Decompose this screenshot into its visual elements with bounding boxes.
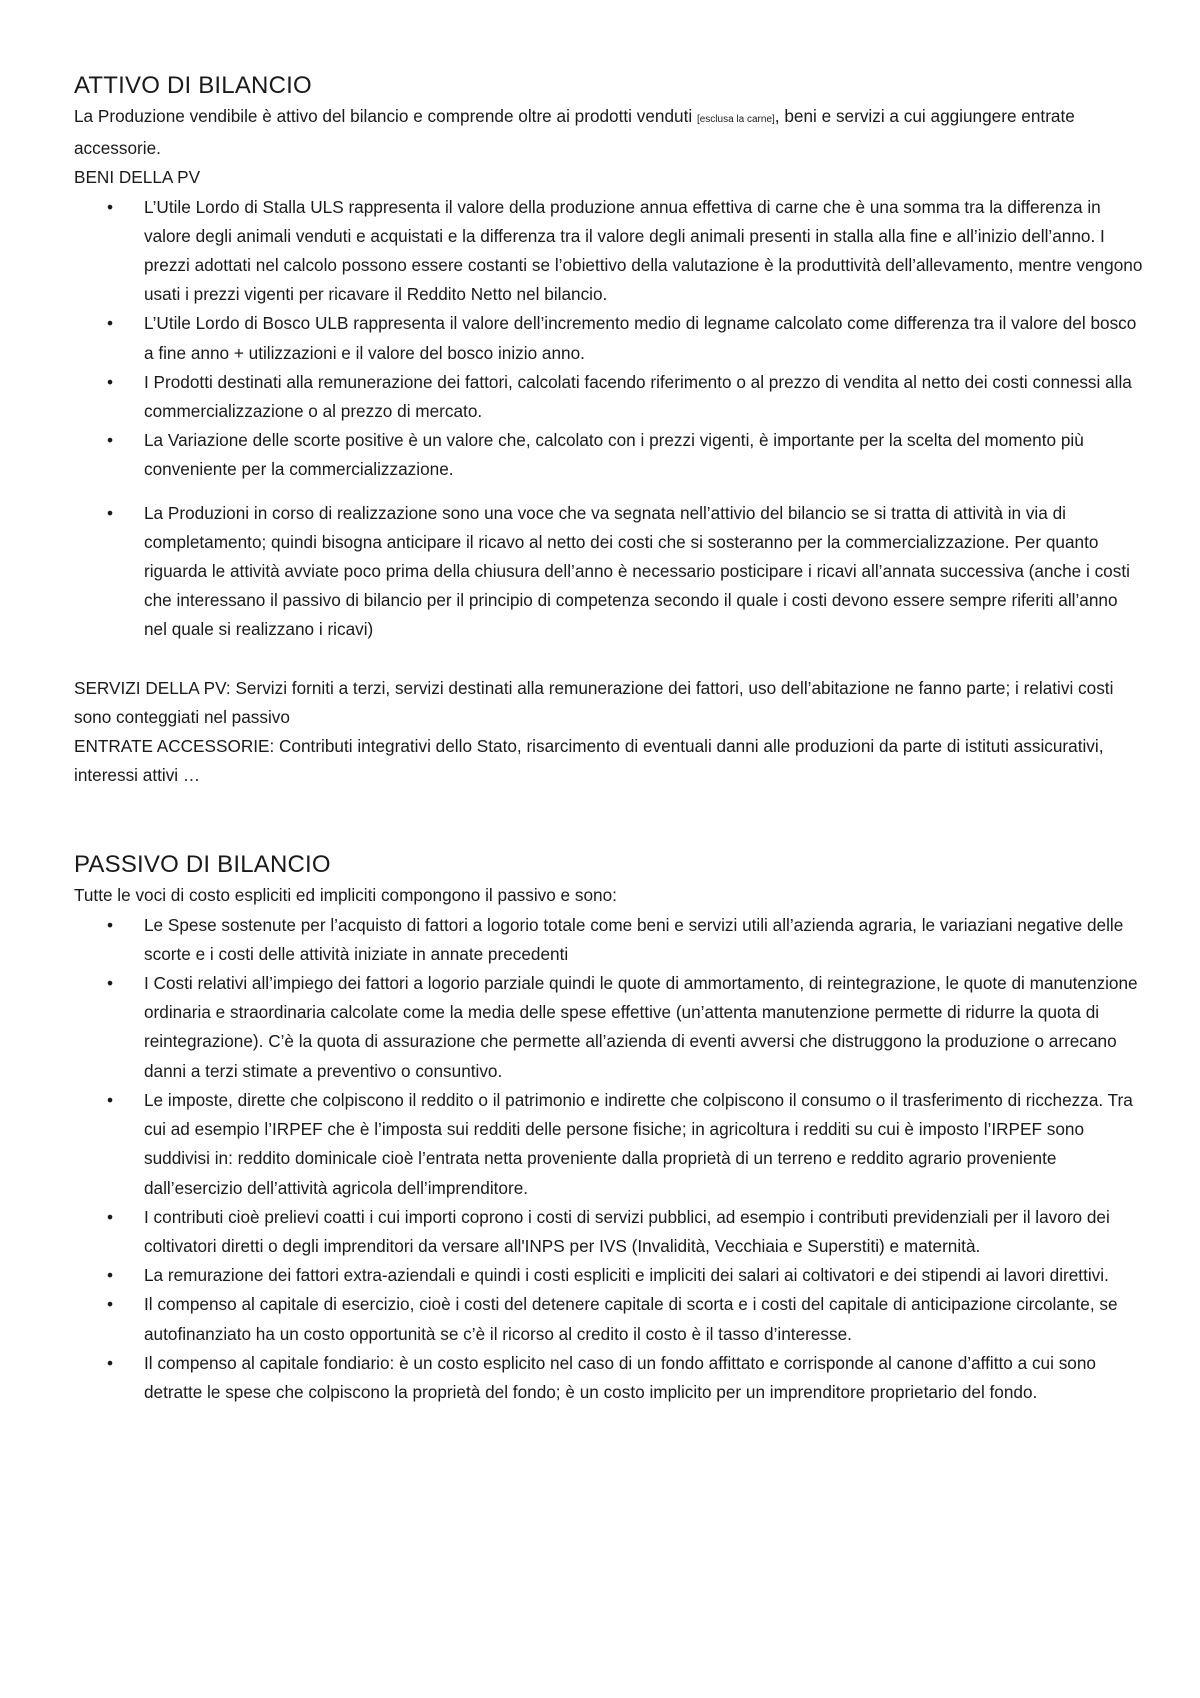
list-item: • L’Utile Lordo di Stalla ULS rappresenta il valore della produzione annua effettiva di carne che è una somma tra la differenza in valore degli animali venduti e acquistati e la differenza tra il valore degli animali presenti in stalla alla fine e all’inizio dell’anno. I prezzi adottati nel calcolo possono essere costanti se l’obiettivo della valutazione è la produttività dell’allevamento, mentre vengono usati i prezzi vigenti per ricavare il Reddito Netto nel bilancio. [74,193,1144,310]
list-item: • Le Spese sostenute per l’acquisto di fattori a logorio totale come beni e servizi utili all’azienda agraria, le variaziani negative delle scorte e i costi delle attività iniziate in annate precedenti [74,911,1144,969]
attivo-intro-after: , beni e servizi a cui aggiungere entrate accessorie. [74,106,1075,159]
list-item: • La Variazione delle scorte positive è un valore che, calcolato con i prezzi vigenti, è importante per la scelta del momento più conveniente per la commercializzazione. [74,426,1144,484]
attivo-intro-note: [esclusa la carne] [696,114,775,125]
list-item: • Il compenso al capitale fondiario: è un costo esplicito nel caso di un fondo affittato e corrisponde al canone d’affitto a cui sono detratte le spese che colpiscono la proprietà del fondo; è un costo implicito per un imprenditore proprietario del fondo. [74,1349,1144,1407]
passivo-intro: Tutte le voci di costo espliciti ed impliciti compongono il passivo e sono: [74,885,617,906]
list-item: • I Costi relativi all’impiego dei fattori a logorio parziale quindi le quote di ammortamento, di reintegrazione, le quote di manutenzione ordinaria e straordinaria calcolate come la media delle spese effettive (un’attenta manutenzione permette di ridurre la quota di reintegrazione). C’è la quota di assurazione che permette all’azienda di eventi avversi che distruggono la produzione o arrecano danni a terzi stimate a preventivo o consuntivo. [74,969,1144,1086]
beni-heading: BENI DELLA PV [74,167,201,188]
list-item: • Le imposte, dirette che colpiscono il reddito o il patrimonio e indirette che colpiscono il consumo o il trasferimento di ricchezza. Tra cui ad esempio l’IRPEF che è l’imposta sui redditi delle persone fisiche; in agricoltura i redditi su cui è imposto l’IRPEF sono suddivisi in: reddito dominicale cioè l’entrata netta proveniente dalla proprietà di un terreno e reddito agrario proveniente dall’esercizio dell’attività agricola dell’imprenditore. [74,1086,1144,1203]
beni-list [74,193,1144,645]
entrate-paragraph: ENTRATE ACCESSORIE: Contributi integrativi dello Stato, risarcimento di eventuali danni alle produzioni da parte di istituti assicurativi, interessi attivi … [74,736,1104,786]
document-page [74,70,1144,1407]
list-item: • I Prodotti destinati alla remunerazione dei fattori, calcolati facendo riferimento o al prezzo di vendita al netto dei costi connessi alla commercializzazione o al prezzo di mercato. [74,368,1144,426]
servizi-paragraph: SERVIZI DELLA PV: Servizi forniti a terzi, servizi destinati alla remunerazione dei fattori, uso dell’abitazione ne fanno parte; i relativi costi sono conteggiati nel passivo [74,677,1114,727]
attivo-intro [74,102,1144,163]
list-item: • La Produzioni in corso di realizzazione sono una voce che va segnata nell’attivio del bilancio se si tratta di attività in via di completamento; quindi bisogna anticipare il ricavo al netto dei costi che si sosteranno per la commercializzazione. Per quanto riguarda le attività avviate poco prima della chiusura dell’anno è necessario posticipare i ricavi all’annata successiva (anche i costi che interessano il passivo di bilancio per il principio di competenza secondo il quale i costi devono essere sempre riferiti all’anno nel quale si realizzano i ricavi) [74,499,1144,645]
attivo-title: ATTIVO DI BILANCIO [74,72,312,99]
attivo-intro-before: La Produzione vendibile è attivo del bilancio e comprende oltre ai prodotti venduti [74,106,697,126]
passivo-list [74,911,1144,1407]
list-item: • L’Utile Lordo di Bosco ULB rappresenta il valore dell’incremento medio di legname calcolato come differenza tra il valore del bosco a fine anno + utilizzazioni e il valore del bosco inizio anno. [74,309,1144,367]
list-item: • I contributi cioè prelievi coatti i cui importi coprono i costi di servizi pubblici, ad esempio i contributi previdenziali per il lavoro dei coltivatori diretti o degli imprenditori da versare all'INPS per IVS (Invalidità, Vecchiaia e Superstiti) e maternità. [74,1203,1144,1261]
list-item: • Il compenso al capitale di esercizio, cioè i costi del detenere capitale di scorta e i costi del capitale di anticipazione circolante, se autofinanziato ha un costo opportunità se c’è il ricorso al credito il costo è il tasso d’interesse. [74,1290,1144,1348]
passivo-title: PASSIVO DI BILANCIO [74,851,331,879]
list-item: • La remurazione dei fattori extra-aziendali e quindi i costi espliciti e impliciti dei salari ai coltivatori e dei stipendi ai lavori direttivi. [74,1261,1144,1290]
